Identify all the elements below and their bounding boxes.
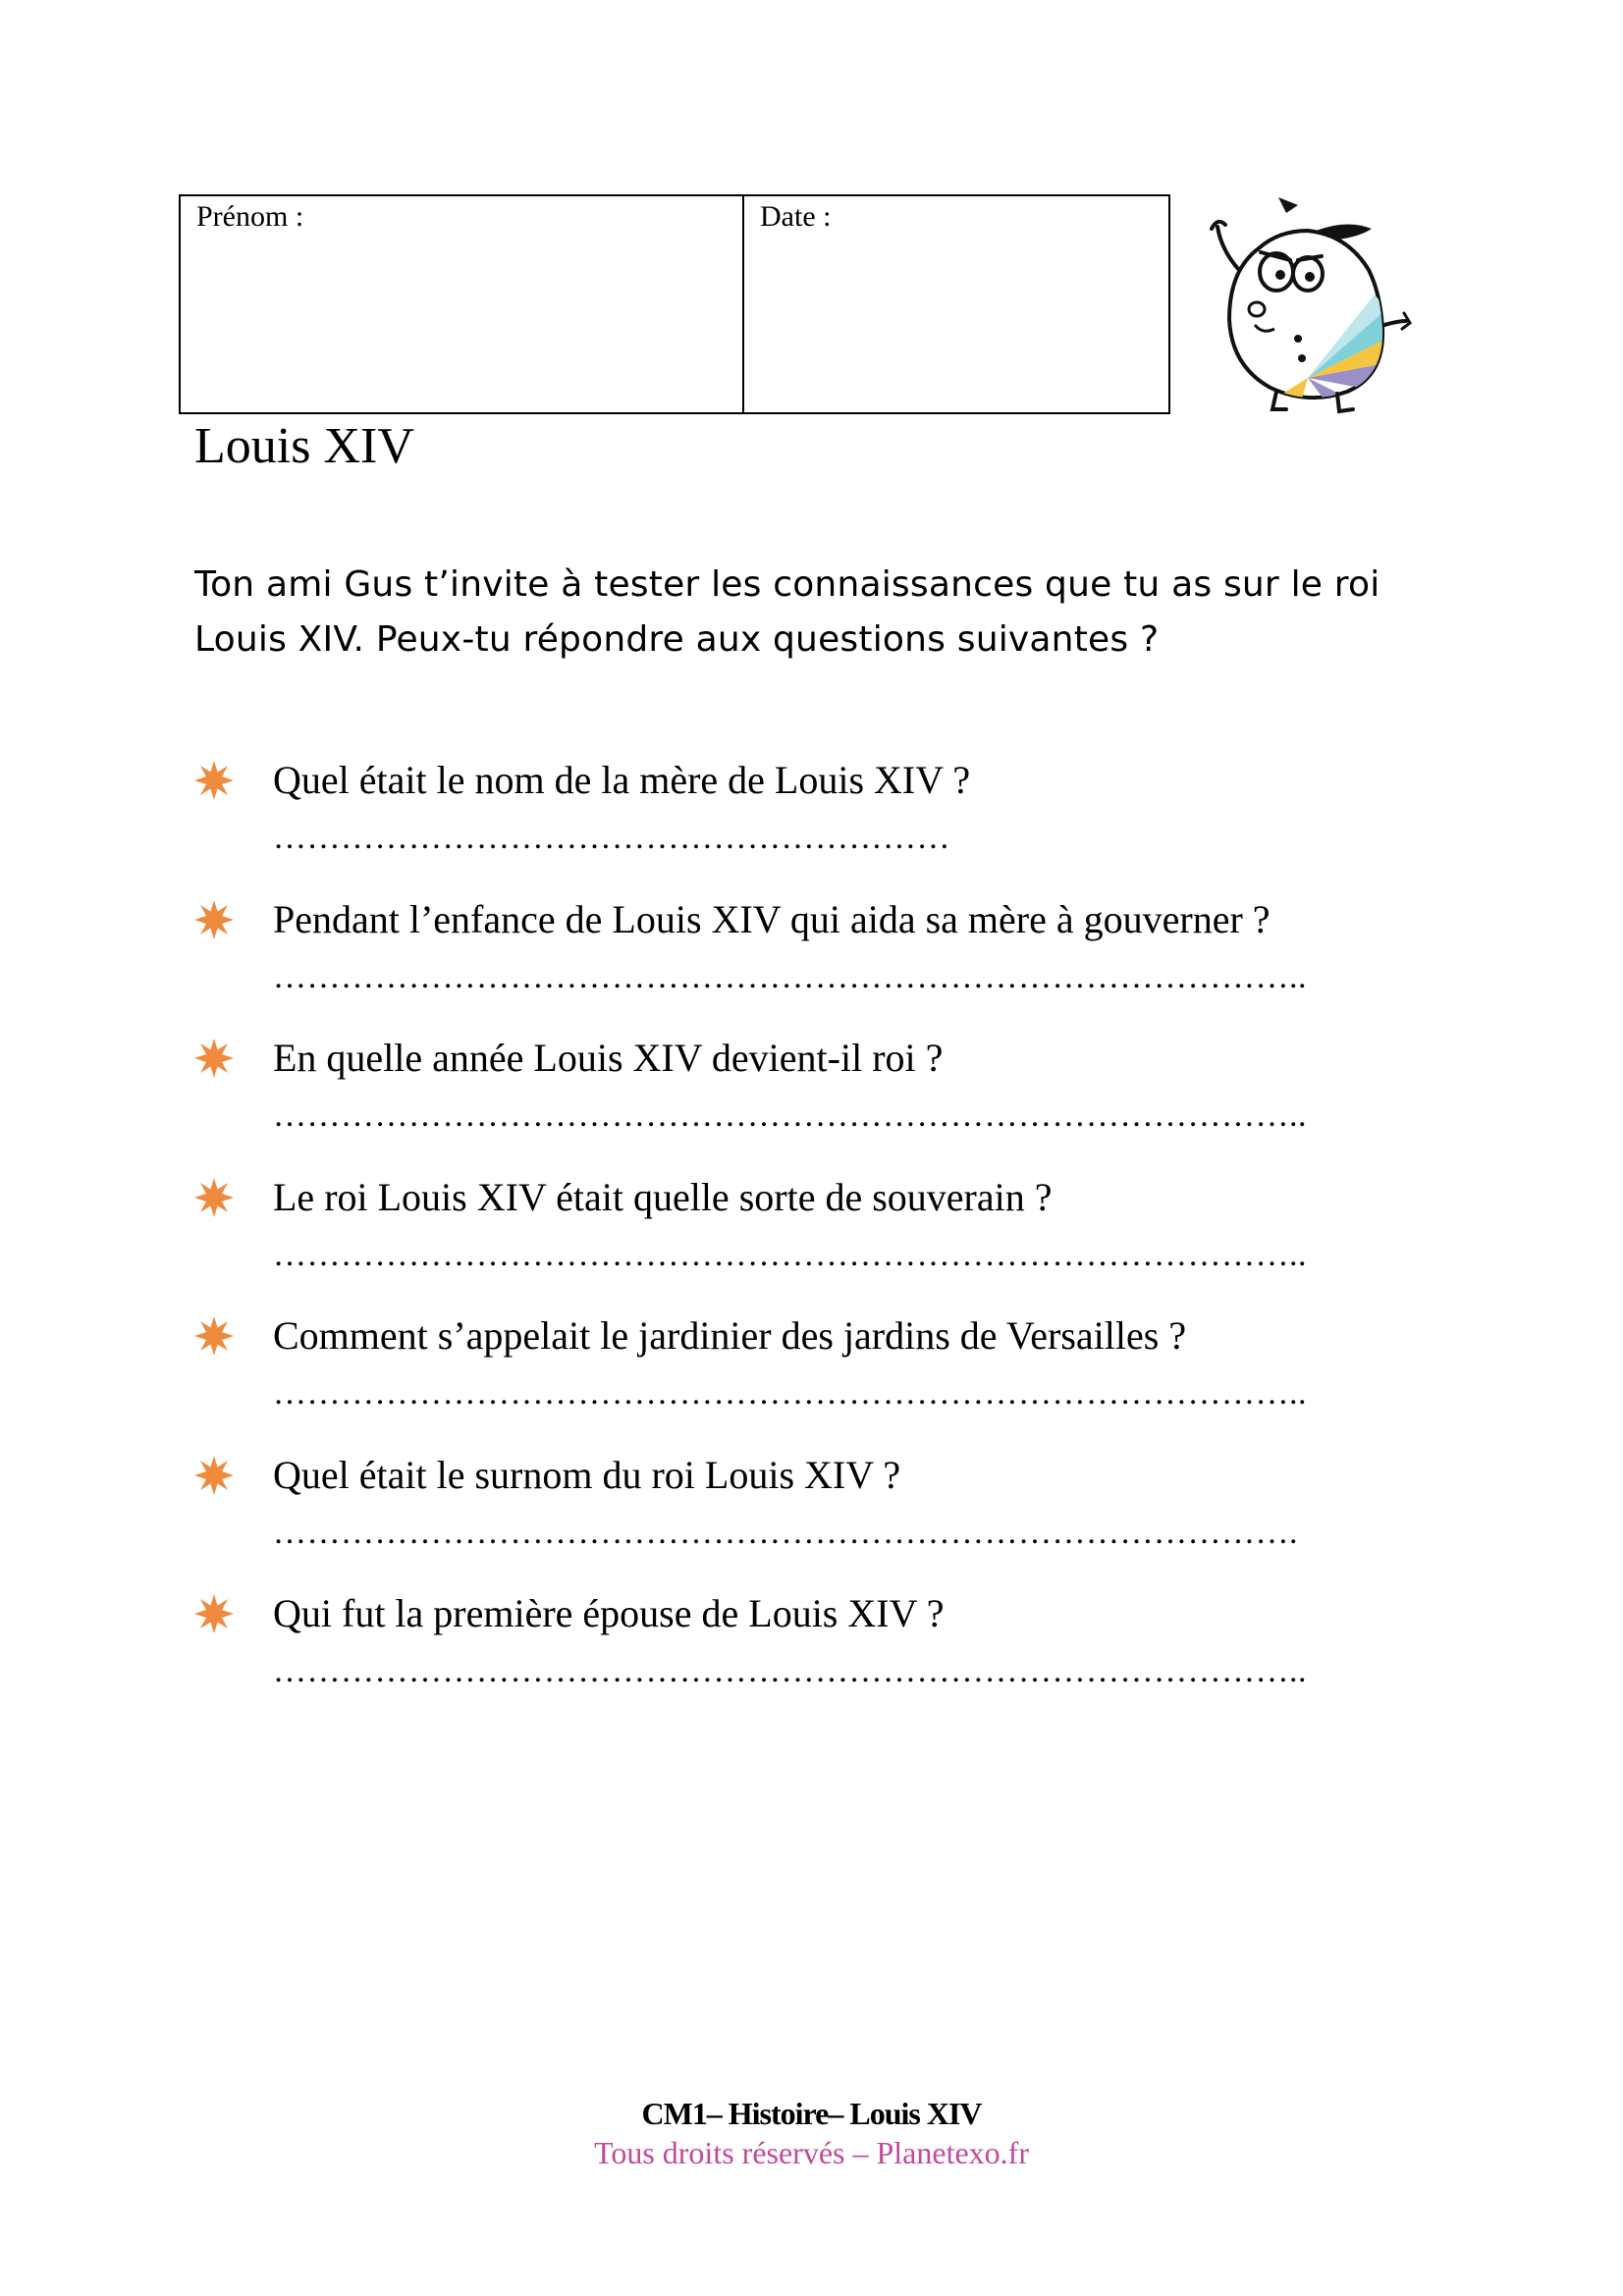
gus-mascot-icon [1200, 191, 1416, 417]
worksheet-title: Louis XIV [194, 418, 414, 474]
date-field[interactable] [744, 196, 1168, 412]
question-text: Comment s’appelait le jardinier des jardins de Versailles ? [273, 1313, 1187, 1358]
orange-star-icon [194, 900, 234, 939]
orange-star-icon [194, 1039, 234, 1078]
name-field[interactable] [181, 196, 744, 412]
answer-line[interactable]: ……………………………………………………………………………….. [273, 1236, 1307, 1273]
question-text: Le roi Louis XIV était quelle sorte de souverain ? [273, 1174, 1053, 1219]
orange-star-icon [194, 1178, 234, 1217]
answer-line[interactable]: ………………………………………………………………………………. [273, 1514, 1298, 1551]
orange-star-icon [194, 761, 234, 800]
answer-line[interactable]: …………………………………………………… [273, 820, 950, 856]
question-item [194, 895, 1432, 1035]
answer-line[interactable]: ……………………………………………………………………………….. [273, 1097, 1307, 1134]
student-info-box [179, 194, 1170, 414]
question-item [194, 1311, 1432, 1451]
question-text: Pendant l’enfance de Louis XIV qui aida sa mère à gouverner ? [273, 896, 1271, 941]
footer-copyright: Tous droits réservés – Planetexo.fr [594, 2135, 1029, 2170]
question-item [194, 1451, 1432, 1590]
orange-star-icon [194, 1594, 234, 1633]
answer-line[interactable]: ……………………………………………………………………………….. [273, 1653, 1307, 1689]
question-item [194, 1589, 1432, 1729]
footer-subject: CM1– Histoire– Louis XIV [641, 2096, 982, 2131]
question-text: Qui fut la première épouse de Louis XIV ? [273, 1591, 945, 1635]
answer-line[interactable]: ……………………………………………………………………………….. [273, 958, 1307, 995]
question-list [194, 756, 1432, 1729]
question-item [194, 1034, 1432, 1173]
intro-text: Ton ami Gus t’invite à tester les connaissances que tu as sur le roi Louis XIV. Peux-tu répondre aux questions suivantes ? [194, 564, 1380, 660]
orange-star-icon [194, 1456, 234, 1495]
orange-star-icon [194, 1316, 234, 1356]
question-text: En quelle année Louis XIV devient-il roi ? [273, 1036, 944, 1080]
question-text: Quel était le surnom du roi Louis XIV ? [273, 1452, 901, 1497]
question-item [194, 1173, 1432, 1312]
question-item [194, 756, 1432, 895]
answer-line[interactable]: ……………………………………………………………………………….. [273, 1375, 1307, 1412]
question-text: Quel était le nom de la mère de Louis XIV ? [273, 758, 971, 802]
date-label: Date : [760, 200, 832, 233]
name-label: Prénom : [196, 200, 304, 233]
